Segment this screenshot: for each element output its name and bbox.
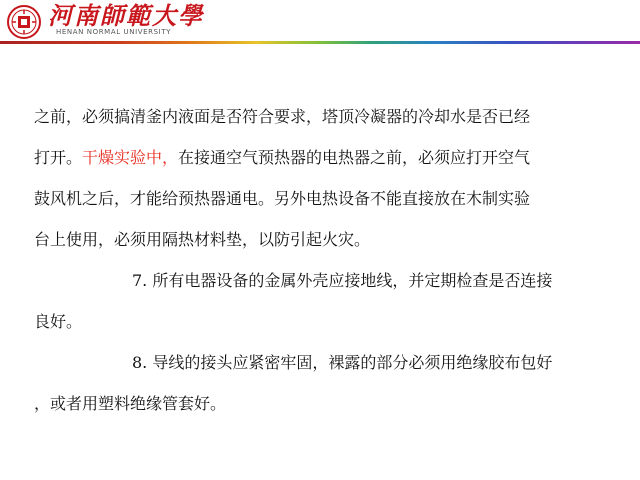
slide-body (34, 96, 624, 424)
university-seal-icon (7, 5, 41, 39)
header (0, 0, 640, 44)
list-item-7-continuation: 良好。 (34, 312, 83, 331)
highlighted-phrase: 干燥实验中， (82, 148, 179, 167)
paragraph-line: 鼓风机之后，才能给预热器通电。另外电热设备不能直接放在木制实验 (34, 189, 531, 208)
text-segment: 在接通空气预热器的电热器之前，必须应打开空气 (178, 148, 531, 167)
university-logo-name: 河南師範大學 (48, 1, 204, 30)
list-item-8 (34, 342, 624, 383)
header-divider (0, 41, 640, 44)
list-item-8-continuation: ，或者用塑料绝缘管套好。 (34, 394, 227, 413)
item-number: 8. (132, 353, 148, 372)
paragraph-line: 之前，必须搞清釜内液面是否符合要求，塔顶冷凝器的冷却水是否已经 (34, 107, 531, 126)
paragraph-line: 台上使用，必须用隔热材料垫，以防引起火灾。 (34, 230, 371, 249)
item-text: 导线的接头应紧密牢固，裸露的部分必须用绝缘胶布包好 (152, 353, 553, 372)
list-item-7 (34, 260, 624, 301)
item-number: 7. (132, 271, 148, 290)
paragraph-line (34, 137, 624, 178)
text-segment: 打开。 (34, 148, 83, 167)
item-text: 所有电器设备的金属外壳应接地线，并定期检查是否连接 (152, 271, 553, 290)
university-logo-subtitle: HENAN NORMAL UNIVERSITY (56, 28, 172, 36)
